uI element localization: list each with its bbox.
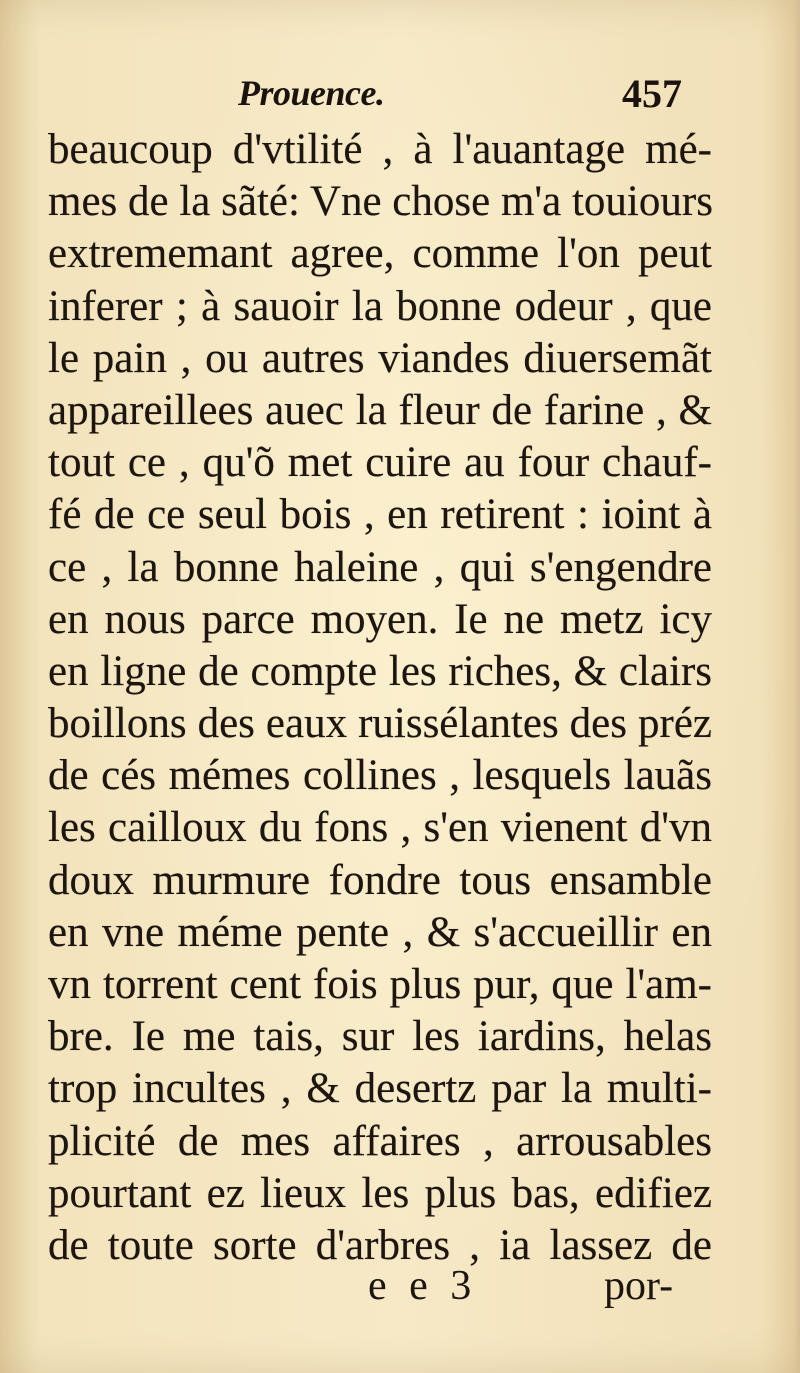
signature-mark: e e 3 bbox=[368, 1263, 478, 1309]
page-footer bbox=[0, 1262, 800, 1318]
text-line: plicité de mes affaires , arrousables bbox=[48, 1117, 712, 1165]
text-line: appareillees auec la fleur de farine , & bbox=[48, 386, 712, 434]
catchword: por- bbox=[604, 1263, 674, 1309]
text-line: les cailloux du fons , s'en vienent d'vn bbox=[48, 804, 712, 852]
text-line: de cés mémes collines , lesquels lauãs bbox=[48, 752, 712, 800]
page-number: 457 bbox=[622, 71, 682, 116]
text-line: le pain , ou autres viandes diuersemãt bbox=[48, 334, 712, 382]
running-title: Prouence. bbox=[238, 73, 385, 113]
text-line: pourtant ez lieux les plus bas, edifiez bbox=[48, 1169, 712, 1217]
text-line: boillons des eaux ruissélantes des préz bbox=[48, 700, 712, 748]
text-line: doux murmure fondre tous ensamble bbox=[48, 856, 712, 904]
body-text bbox=[48, 124, 712, 1272]
text-line: fé de ce seul bois , en retirent : ioint à bbox=[48, 491, 712, 539]
text-line: de toute sorte d'arbres , ia lassez de bbox=[48, 1221, 712, 1269]
text-line: tout ce , qu'õ met cuire au four chauf- bbox=[48, 439, 712, 487]
text-line: en nous parce moyen. Ie ne metz icy bbox=[48, 595, 712, 643]
text-line: trop incultes , & desertz par la multi- bbox=[48, 1065, 712, 1113]
text-line: inferer ; à sauoir la bonne odeur , que bbox=[48, 282, 712, 330]
text-line: beaucoup d'vtilité , à l'auantage mé- bbox=[48, 126, 712, 173]
text-line: ce , la bonne haleine , qui s'engendre bbox=[48, 543, 712, 591]
text-line: extrememant agree, comme l'on peut bbox=[48, 230, 712, 278]
text-line: mes de la sãté: Vne chose m'a touiours bbox=[48, 178, 713, 226]
text-line: en vne méme pente , & s'accueillir en bbox=[48, 908, 712, 956]
page-header bbox=[0, 68, 800, 122]
text-line: en ligne de compte les riches, & clairs bbox=[48, 647, 712, 695]
text-line: vn torrent cent fois plus pur, que l'am- bbox=[48, 961, 712, 1008]
text-line: bre. Ie me tais, sur les iardins, helas bbox=[48, 1013, 712, 1061]
